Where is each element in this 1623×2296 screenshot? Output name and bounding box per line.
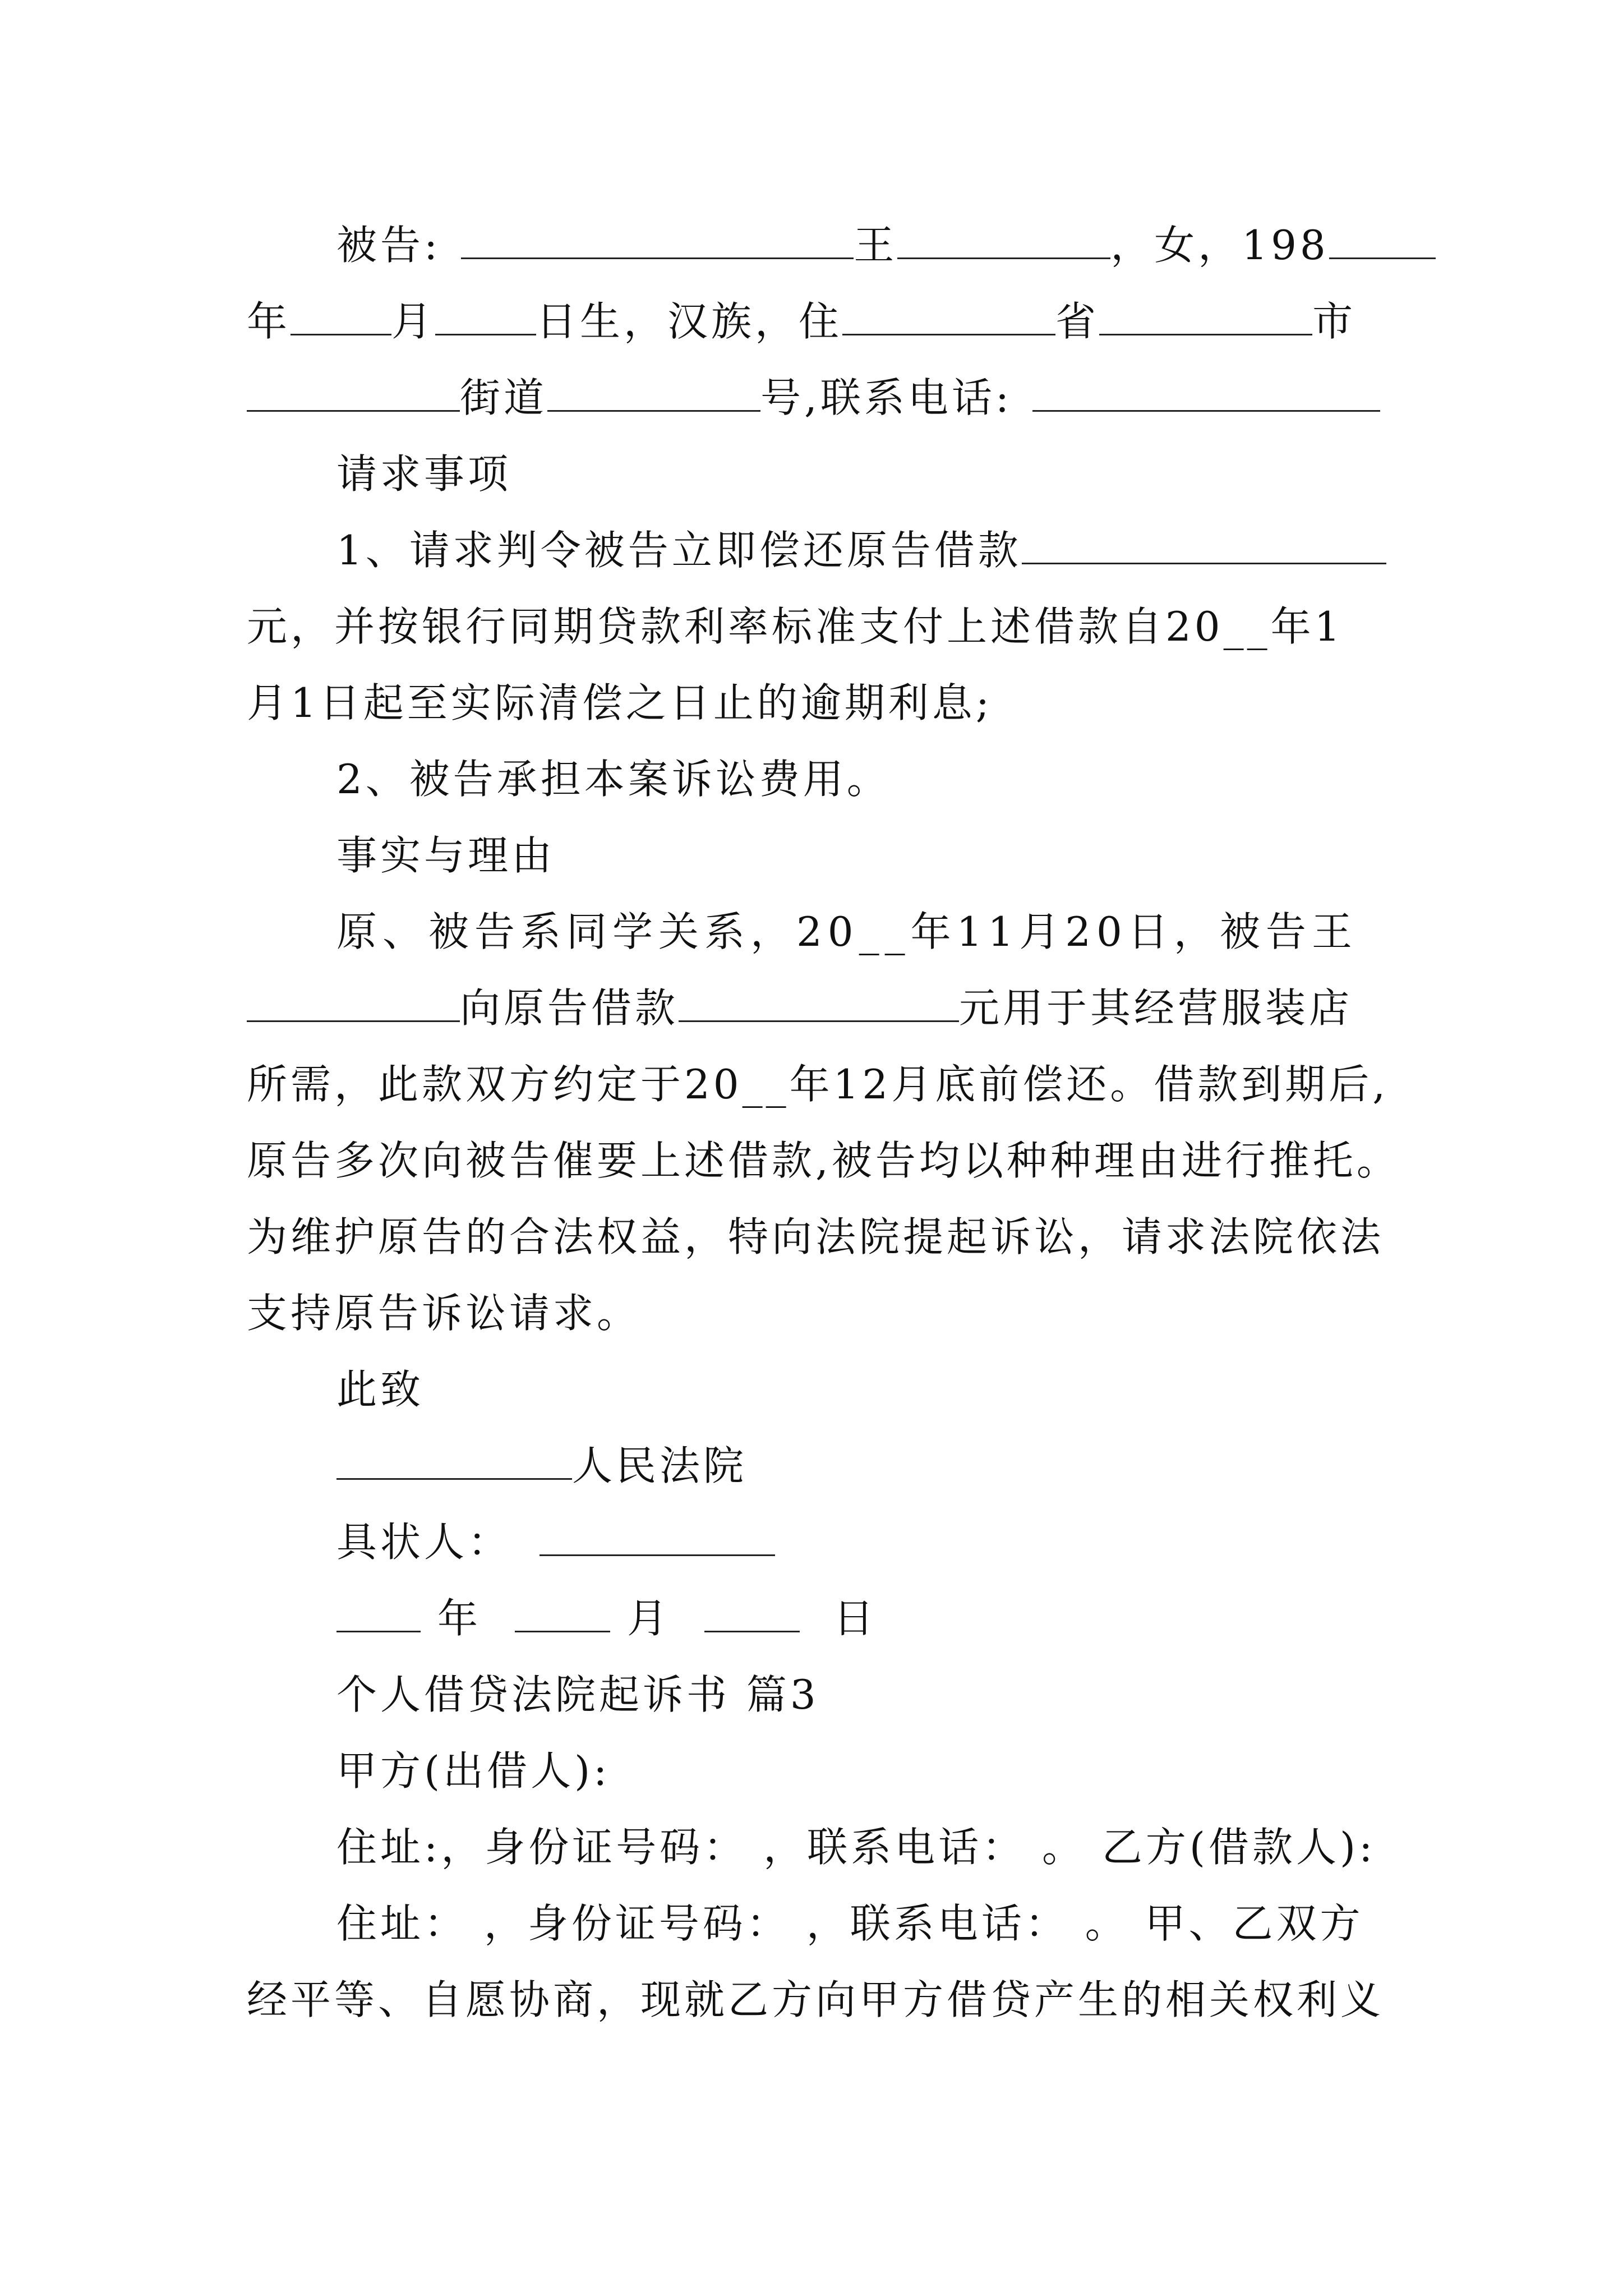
section-3-line-3: 经平等、自愿协商，现就乙方向甲方借贷产生的相关权利义: [247, 1976, 1385, 2023]
blank-field[interactable]: [461, 223, 854, 259]
blank-field[interactable]: [336, 1596, 421, 1632]
blank-field[interactable]: [1022, 528, 1386, 564]
blank-field[interactable]: [540, 1520, 775, 1556]
facts-line-6: 支持原告诉讼请求。: [247, 1290, 641, 1337]
blank-field[interactable]: [247, 375, 460, 412]
facts-line-4: 原告多次向被告催要上述借款,被告均以种种理由进行推托。: [247, 1137, 1400, 1184]
defendant-line-1: [336, 220, 1402, 270]
city-label: 市: [1312, 298, 1357, 345]
blank-field[interactable]: [547, 375, 760, 412]
claim-1-line-1: [336, 525, 1402, 576]
blank-field[interactable]: [1329, 223, 1436, 259]
blank-field[interactable]: [291, 299, 391, 335]
facts-line-3: 所需，此款双方约定于20__年12月底前偿还。借款到期后,: [247, 1061, 1389, 1108]
section-3-line-1: 住址:，身份证号码： ，联系电话： 。 乙方(借款人):: [336, 1824, 1376, 1871]
blank-field[interactable]: [842, 299, 1055, 335]
blank-field[interactable]: [435, 299, 536, 335]
street-label: 街道: [460, 374, 548, 421]
facts-heading: 事实与理由: [336, 832, 556, 879]
province-label: 省: [1055, 298, 1100, 345]
facts-line-2: [247, 983, 1385, 1033]
defendant-label: 被告:: [336, 222, 441, 269]
blank-field[interactable]: [1032, 375, 1380, 412]
year-label: 年: [437, 1595, 482, 1642]
defendant-gender: ，女，198: [1110, 222, 1329, 269]
born-label: 日生，汉族，住: [536, 298, 843, 345]
closing-date: [336, 1593, 1402, 1644]
day-label: 日: [833, 1595, 878, 1642]
defendant-line-2: [247, 296, 1385, 347]
closing-signer: [336, 1517, 1402, 1567]
section-3-line-2: 住址： ，身份证号码： ，联系电话： 。 甲、乙双方: [336, 1900, 1364, 1947]
blank-field[interactable]: [679, 986, 959, 1022]
blank-field[interactable]: [704, 1596, 800, 1632]
year-label: 年: [247, 298, 291, 345]
closing-to: 此致: [336, 1366, 425, 1413]
court-label: 人民法院: [572, 1442, 748, 1489]
blank-field[interactable]: [1099, 299, 1312, 335]
facts-text: 元用于其经营服装店: [959, 984, 1353, 1032]
defendant-line-3: [247, 372, 1385, 423]
month-label: 月: [627, 1595, 671, 1642]
month-label: 月: [391, 298, 436, 345]
blank-field[interactable]: [247, 986, 460, 1022]
claim-1-line-2: 元，并按银行同期贷款利率标准支付上述借款自20__年1: [247, 603, 1344, 650]
claim-1-text: 1、请求判令被告立即偿还原告借款: [336, 527, 1022, 574]
claim-1-line-3: 月1日起至实际清偿之日止的逾期利息;: [247, 679, 993, 726]
signer-label: 具状人：: [336, 1519, 512, 1566]
facts-line-1: 原、被告系同学关系，20__年11月20日，被告王: [336, 908, 1358, 955]
facts-text: 向原告借款: [460, 984, 679, 1032]
claims-heading: 请求事项: [336, 450, 512, 498]
blank-field[interactable]: [336, 1443, 572, 1480]
phone-label: 号,联系电话:: [760, 374, 1013, 421]
blank-field[interactable]: [515, 1596, 610, 1632]
facts-line-5: 为维护原告的合法权益，特向法院提起诉讼，请求法院依法: [247, 1213, 1385, 1260]
closing-court: [336, 1441, 1402, 1491]
blank-field[interactable]: [897, 223, 1110, 259]
defendant-name: 王: [854, 222, 898, 269]
section-3-title: 个人借贷法院起诉书 篇3: [336, 1671, 819, 1718]
claim-2: 2、被告承担本案诉讼费用。: [336, 756, 891, 803]
party-a-label: 甲方(出借人):: [336, 1747, 611, 1795]
